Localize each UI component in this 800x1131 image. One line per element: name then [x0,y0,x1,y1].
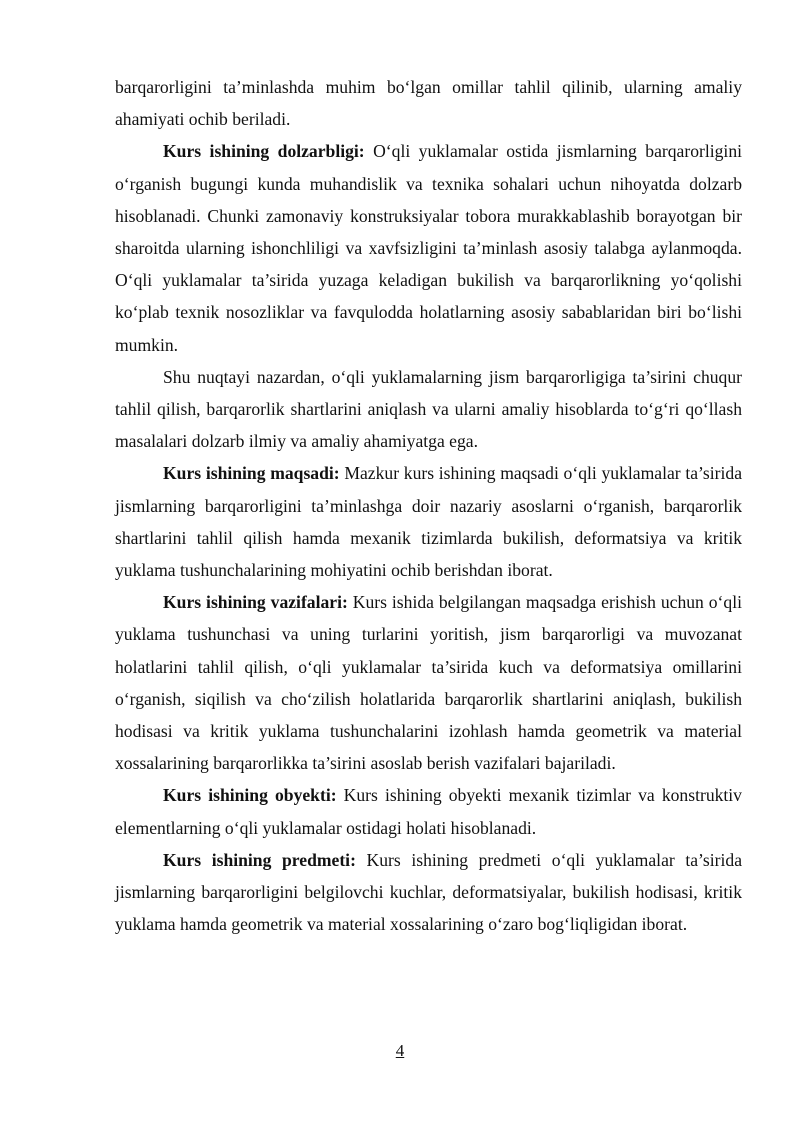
page-number-value: 4 [395,1041,405,1060]
goal-label: Kurs ishining maqsadi: [163,463,340,484]
paragraph-tasks [115,586,742,779]
intro-continuation: barqarorligini ta’minlashda muhim bo‘lgan omillar tahlil qilinib, ularning amaliy ahamiyati ochib beriladi. [115,77,742,130]
paragraph-relevance-continued [115,361,742,458]
paragraph-subject [115,844,742,941]
relevance-label: Kurs ishining dolzarbligi: [163,141,365,162]
object-label: Kurs ishining obyekti: [163,785,337,806]
relevance-text: O‘qli yuklamalar ostida jismlarning barqarorligini o‘rganish bugungi kunda muhandislik va texnika sohalari uchun nihoyatda dolzarb hisoblanadi. Chunki zamonaviy konstruksiyalar tobora murakkablashib borayotgan bir sharoitda ularning ishonchliligi va xavfsizligini ta’minlash asosiy talabga aylanmoqda. O‘qli yuklamalar ta’sirida yuzaga keladigan bukilish va barqarorlikning yo‘qolishi ko‘plab texnik nosozliklar va favqulodda holatlarning asosiy sabablaridan biri bo‘lishi mumkin. [115,141,743,355]
tasks-text: Kurs ishida belgilangan maqsadga erishish uchun o‘qli yuklama tushunchasi va uning turlarini yoritish, jism barqarorligi va muvozanat holatlarini tahlil qilish, o‘qli yuklamalar ta’sirida kuch va deformatsiya omillarini o‘rganish, siqilish va cho‘zilish holatlarida barqarorlik shartlarini aniqlash, bukilish hodisasi va kritik yuklama tushunchalarini izohlash hamda geometrik va material xossalarining barqarorlikka ta’sirini asoslab berish vazifalari bajariladi. [115,592,742,774]
document-body [115,71,742,940]
tasks-label: Kurs ishining vazifalari: [163,592,348,613]
goal-text: Mazkur kurs ishining maqsadi o‘qli yuklamalar ta’sirida jismlarning barqarorligini ta’minlashga doir nazariy asoslarni o‘rganish, barqarorlik shartlarini tahlil qilish hamda mexanik tizimlarda bukilish, deformatsiya va kritik yuklama tushunchalarining mohiyatini ochib berishdan iborat. [115,463,743,581]
paragraph-object [115,779,742,843]
relevance-continued-text: Shu nuqtayi nazardan, o‘qli yuklamalarning jism barqarorligiga ta’sirini chuqur tahlil qilish, barqarorlik shartlarini aniqlash va ularni amaliy hisoblarda to‘g‘ri qo‘llash masalalari dolzarb ilmiy va amaliy ahamiyatga ega. [115,366,742,452]
object-text: Kurs ishining obyekti mexanik tizimlar va konstruktiv elementlarning o‘qli yuklamalar ostidagi holati hisoblanadi. [115,785,742,838]
paragraph-goal [115,457,742,586]
page-number [0,1040,800,1062]
subject-text: Kurs ishining predmeti o‘qli yuklamalar ta’sirida jismlarning barqarorligini belgilovchi kuchlar, deformatsiyalar, bukilish hodisasi, kritik yuklama hamda geometrik va material xossalarining o‘zaro bog‘liqligidan iborat. [115,849,743,935]
subject-label: Kurs ishining predmeti: [163,849,356,870]
paragraph-relevance [115,135,742,360]
